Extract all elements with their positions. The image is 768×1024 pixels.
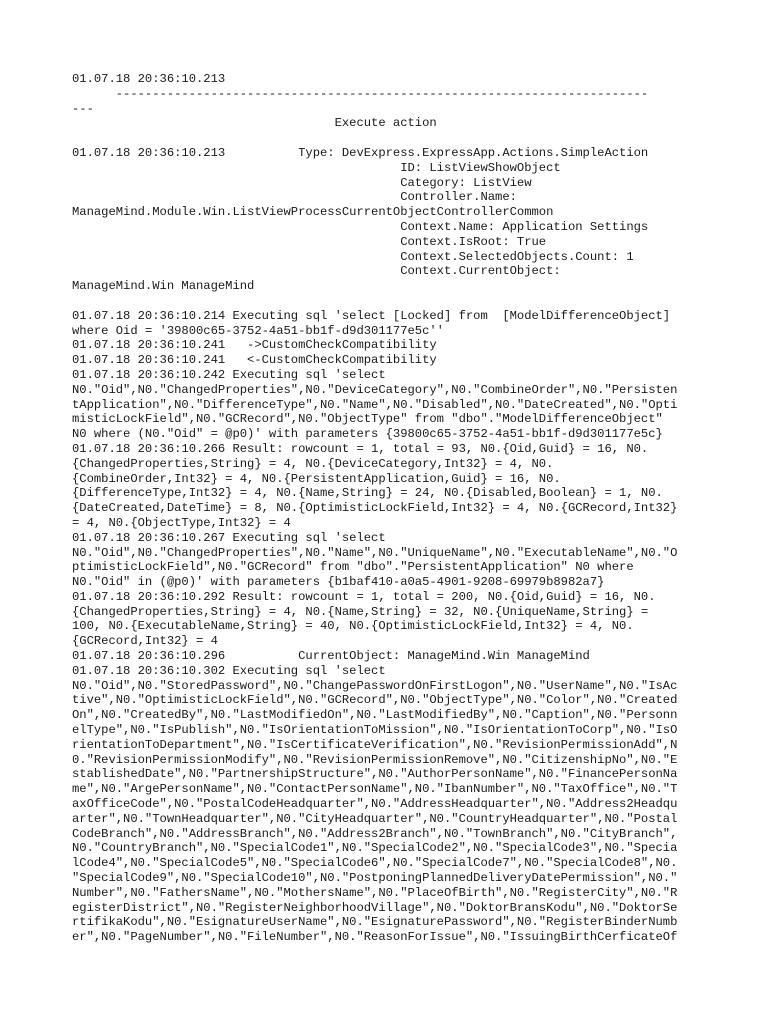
log-line: elType",N0."IsPublish",N0."IsOrientationToMission",N0."IsOrientationToCorp",N0."IsO xyxy=(72,723,678,738)
log-line xyxy=(72,294,702,309)
log-line: "SpecialCode9",N0."SpecialCode10",N0."PostponingPlannedDeliveryDatePermission",N0." xyxy=(72,871,678,886)
log-line: N0 where (N0."Oid" = @p0)' with parameters {39800c65-3752-4a51-bb1f-d9d301177e5c} xyxy=(72,427,663,442)
log-line: 01.07.18 20:36:10.302 Executing sql 'select xyxy=(72,663,386,678)
log-line: Controller.Name: xyxy=(72,190,517,205)
log-line: --- xyxy=(72,101,94,116)
log-line: {GCRecord,Int32} = 4 xyxy=(72,634,218,649)
log-line: er",N0."PageNumber",N0."FileNumber",N0."ReasonForIssue",N0."IssuingBirthCerficateOf xyxy=(72,930,678,945)
log-line: arter",N0."TownHeadquarter",N0."CityHeadquarter",N0."CountryHeadquarter",N0."Postal xyxy=(72,811,678,826)
log-line: Context.IsRoot: True xyxy=(72,234,547,249)
log-line: misticLockField",N0."GCRecord",N0."ObjectType" from "dbo"."ModelDifferenceObject" xyxy=(72,412,663,427)
log-line: ID: ListViewShowObject xyxy=(72,160,561,175)
log-line: stablishedDate",N0."PartnershipStructure",N0."AuthorPersonName",N0."FinancePersonNa xyxy=(72,767,678,782)
log-line: 01.07.18 20:36:10.214 Executing sql 'select [Locked] from [ModelDifferenceObject] xyxy=(72,308,671,323)
log-line: Number",N0."FathersName",N0."MothersName",N0."PlaceOfBirth",N0."RegisterCity",N0."R xyxy=(72,885,678,900)
log-line: Category: ListView xyxy=(72,175,532,190)
log-line: Context.CurrentObject: xyxy=(72,264,561,279)
log-line: {ChangedProperties,String} = 4, N0.{DeviceCategory,Int32} = 4, N0. xyxy=(72,456,554,471)
log-line: Execute action xyxy=(72,116,437,131)
log-line: axOfficeCode",N0."PostalCodeHeadquarter",N0."AddressHeadquarter",N0."Address2Headqu xyxy=(72,797,678,812)
log-line: {DifferenceType,Int32} = 4, N0.{Name,String} = 24, N0.{Disabled,Boolean} = 1, N0. xyxy=(72,486,663,501)
log-line: 01.07.18 20:36:10.266 Result: rowcount = 1, total = 93, N0.{Oid,Guid} = 16, N0. xyxy=(72,441,649,456)
log-line: 01.07.18 20:36:10.296 CurrentObject: ManageMind.Win ManageMind xyxy=(72,649,590,664)
log-line: 01.07.18 20:36:10.241 ->CustomCheckCompatibility xyxy=(72,338,437,353)
log-line: ------------------------------------------------------------------------- xyxy=(72,86,649,101)
log-line: 01.07.18 20:36:10.241 <-CustomCheckCompatibility xyxy=(72,353,437,368)
log-line: 01.07.18 20:36:10.242 Executing sql 'select xyxy=(72,367,386,382)
log-line: rientationToDepartment",N0."IsCertificateVerification",N0."RevisionPermissionAdd",N xyxy=(72,737,678,752)
log-line xyxy=(72,131,702,146)
log-line: 0."RevisionPermissionModify",N0."RevisionPermissionRemove",N0."CitizenshipNo",N0."E xyxy=(72,752,678,767)
log-line: ManageMind.Win ManageMind xyxy=(72,279,255,294)
log-line: N0."Oid",N0."ChangedProperties",N0."Name",N0."UniqueName",N0."ExecutableName",N0."O xyxy=(72,545,678,560)
log-line: N0."Oid",N0."StoredPassword",N0."ChangePasswordOnFirstLogon",N0."UserName",N0."IsAc xyxy=(72,678,678,693)
log-line: Context.SelectedObjects.Count: 1 xyxy=(72,249,634,264)
log-line: {DateCreated,DateTime} = 8, N0.{OptimisticLockField,Int32} = 4, N0.{GCRecord,Int32} xyxy=(72,501,678,516)
log-line: 01.07.18 20:36:10.213 xyxy=(72,72,226,86)
log-line: On",N0."CreatedBy",N0."LastModifiedOn",N0."LastModifiedBy",N0."Caption",N0."Personn xyxy=(72,708,678,723)
log-line: N0."CountryBranch",N0."SpecialCode1",N0."SpecialCode2",N0."SpecialCode3",N0."Specia xyxy=(72,841,678,856)
log-line: 01.07.18 20:36:10.213 Type: DevExpress.ExpressApp.Actions.SimpleAction xyxy=(72,145,649,160)
log-line: tApplication",N0."DifferenceType",N0."Name",N0."Disabled",N0."DateCreated",N0."Opti xyxy=(72,397,678,412)
log-line: 01.07.18 20:36:10.292 Result: rowcount = 1, total = 200, N0.{Oid,Guid} = 16, N0. xyxy=(72,589,656,604)
log-line: tive",N0."OptimisticLockField",N0."GCRecord",N0."ObjectType",N0."Color",N0."Created xyxy=(72,693,678,708)
log-line: lCode4",N0."SpecialCode5",N0."SpecialCode6",N0."SpecialCode7",N0."SpecialCode8",N0. xyxy=(72,856,678,871)
log-line: {ChangedProperties,String} = 4, N0.{Name,String} = 32, N0.{UniqueName,String} = xyxy=(72,604,649,619)
log-line: N0."Oid" in (@p0)' with parameters {b1baf410-a0a5-4901-9208-69979b8982a7} xyxy=(72,575,605,590)
log-line: egisterDistrict",N0."RegisterNeighborhoodVillage",N0."DoktorBransKodu",N0."DoktorSe xyxy=(72,900,678,915)
log-line: N0."Oid",N0."ChangedProperties",N0."DeviceCategory",N0."CombineOrder",N0."Persisten xyxy=(72,382,678,397)
log-line: 100, N0.{ExecutableName,String} = 40, N0.{OptimisticLockField,Int32} = 4, N0. xyxy=(72,619,634,634)
log-line: = 4, N0.{ObjectType,Int32} = 4 xyxy=(72,515,291,530)
log-line: ManageMind.Module.Win.ListViewProcessCurrentObjectControllerCommon xyxy=(72,205,554,220)
log-line: Context.Name: Application Settings xyxy=(72,219,649,234)
log-text-block xyxy=(72,72,702,945)
log-line: rtifikaKodu",N0."EsignatureUserName",N0."EsignaturePassword",N0."RegisterBinderNumb xyxy=(72,915,678,930)
log-line: 01.07.18 20:36:10.267 Executing sql 'select xyxy=(72,530,386,545)
log-line: ptimisticLockField",N0."GCRecord" from "dbo"."PersistentApplication" N0 where xyxy=(72,560,634,575)
log-line: me",N0."ArgePersonName",N0."ContactPersonName",N0."IbanNumber",N0."TaxOffice",N0."T xyxy=(72,782,678,797)
log-line: {CombineOrder,Int32} = 4, N0.{PersistentApplication,Guid} = 16, N0. xyxy=(72,471,561,486)
log-line: where Oid = '39800c65-3752-4a51-bb1f-d9d301177e5c'' xyxy=(72,323,444,338)
log-line: CodeBranch",N0."AddressBranch",N0."Address2Branch",N0."TownBranch",N0."CityBranch", xyxy=(72,826,678,841)
